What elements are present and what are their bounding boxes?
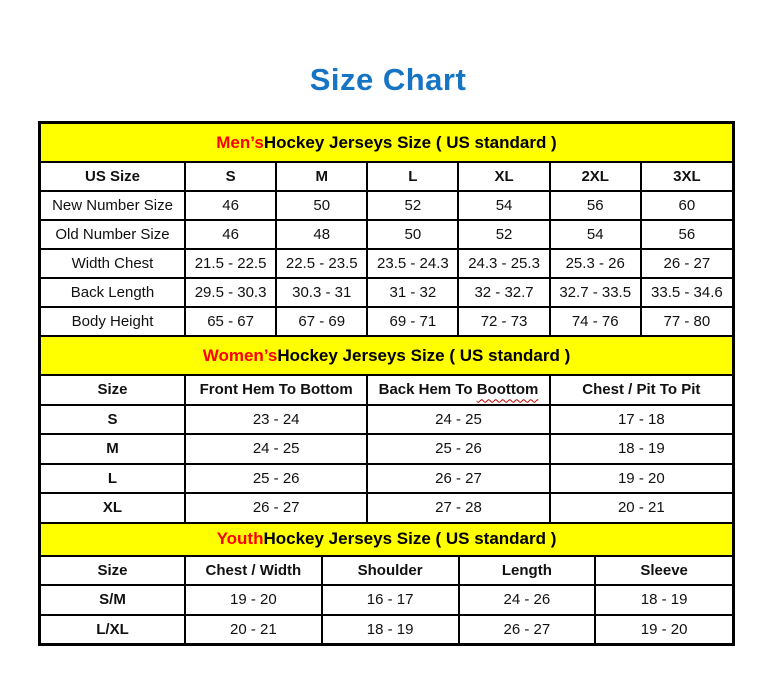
row-label: Body Height: [41, 307, 185, 335]
table-cell: 72 - 73: [458, 307, 549, 335]
column-header: Size: [41, 376, 185, 405]
table-cell: 48: [276, 220, 367, 249]
table-cell: 46: [185, 220, 276, 249]
womens-size-table: [41, 376, 732, 522]
misspelled-word-squiggle: Boottom: [476, 381, 539, 399]
table-row: [41, 585, 732, 615]
table-cell: 23.5 - 24.3: [367, 249, 458, 278]
row-label: S/M: [41, 585, 185, 615]
column-header: Size: [41, 557, 185, 586]
table-row: [41, 220, 732, 249]
table-row: [41, 615, 732, 644]
column-header: Shoulder: [322, 557, 459, 586]
section-header-mens: [41, 124, 732, 163]
table-cell: 18 - 19: [595, 585, 732, 615]
row-label: XL: [41, 493, 185, 522]
table-row: [41, 249, 732, 278]
table-cell: 54: [458, 191, 549, 220]
table-cell: 23 - 24: [185, 405, 367, 435]
table-cell: 17 - 18: [550, 405, 732, 435]
table-cell: 22.5 - 23.5: [276, 249, 367, 278]
table-cell: 46: [185, 191, 276, 220]
column-header: 3XL: [641, 163, 732, 191]
row-label: S: [41, 405, 185, 435]
section-header-youth-accent: Youth: [216, 529, 264, 548]
table-cell: 16 - 17: [322, 585, 459, 615]
table-cell: 54: [550, 220, 641, 249]
row-label: M: [41, 434, 185, 464]
table-cell: 27 - 28: [367, 493, 549, 522]
table-cell: 69 - 71: [367, 307, 458, 335]
table-cell: 52: [458, 220, 549, 249]
row-label: Back Length: [41, 278, 185, 307]
table-cell: 24 - 25: [185, 434, 367, 464]
size-chart-table-group: [38, 121, 735, 646]
row-label: L: [41, 464, 185, 494]
column-header: US Size: [41, 163, 185, 191]
table-cell: 24.3 - 25.3: [458, 249, 549, 278]
table-cell: 60: [641, 191, 732, 220]
table-cell: 20 - 21: [550, 493, 732, 522]
table-row: [41, 307, 732, 335]
table-cell: 67 - 69: [276, 307, 367, 335]
section-header-mens-rest: Hockey Jerseys Size ( US standard ): [263, 132, 557, 152]
section-header-youth-rest: Hockey Jerseys Size ( US standard ): [263, 529, 557, 548]
table-cell: 26 - 27: [185, 493, 367, 522]
table-cell: 30.3 - 31: [276, 278, 367, 307]
table-row: [41, 464, 732, 494]
table-cell: 19 - 20: [550, 464, 732, 494]
row-label: Old Number Size: [41, 220, 185, 249]
table-cell: 74 - 76: [550, 307, 641, 335]
table-cell: 50: [367, 220, 458, 249]
youth-header-row: [41, 557, 732, 586]
table-cell: 18 - 19: [322, 615, 459, 644]
column-header: Chest / Pit To Pit: [550, 376, 732, 405]
table-cell: 33.5 - 34.6: [641, 278, 732, 307]
table-row: [41, 405, 732, 435]
table-cell: 26 - 27: [641, 249, 732, 278]
table-cell: 31 - 32: [367, 278, 458, 307]
section-header-youth: [41, 522, 732, 557]
row-label: L/XL: [41, 615, 185, 644]
table-cell: 19 - 20: [185, 585, 322, 615]
mens-size-table: [41, 163, 732, 335]
table-cell: 19 - 20: [595, 615, 732, 644]
table-cell: 77 - 80: [641, 307, 732, 335]
table-cell: 50: [276, 191, 367, 220]
table-cell: 32.7 - 33.5: [550, 278, 641, 307]
column-header: M: [276, 163, 367, 191]
page-title: Size Chart: [309, 62, 467, 97]
column-header: Front Hem To Bottom: [185, 376, 367, 405]
column-header: Sleeve: [595, 557, 732, 586]
mens-header-row: [41, 163, 732, 191]
table-cell: 25.3 - 26: [550, 249, 641, 278]
table-cell: 32 - 32.7: [458, 278, 549, 307]
row-label: Width Chest: [41, 249, 185, 278]
table-cell: 25 - 26: [185, 464, 367, 494]
table-cell: 65 - 67: [185, 307, 276, 335]
section-header-womens-accent: Women’s: [202, 345, 278, 365]
table-cell: 56: [550, 191, 641, 220]
table-cell: 20 - 21: [185, 615, 322, 644]
column-header-misspelled: [367, 376, 549, 405]
youth-size-table: [41, 557, 732, 644]
table-cell: 21.5 - 22.5: [185, 249, 276, 278]
table-cell: 24 - 25: [367, 405, 549, 435]
table-cell: 26 - 27: [367, 464, 549, 494]
table-cell: 18 - 19: [550, 434, 732, 464]
table-cell: 24 - 26: [459, 585, 596, 615]
column-header: L: [367, 163, 458, 191]
table-row: [41, 191, 732, 220]
table-row: [41, 278, 732, 307]
table-cell: 26 - 27: [459, 615, 596, 644]
section-header-womens: [41, 335, 732, 376]
column-header: Chest / Width: [185, 557, 322, 586]
column-header: 2XL: [550, 163, 641, 191]
section-header-mens-accent: Men’s: [216, 132, 264, 152]
table-cell: 25 - 26: [367, 434, 549, 464]
section-header-womens-rest: Hockey Jerseys Size ( US standard ): [277, 345, 571, 365]
table-row: [41, 493, 732, 522]
table-cell: 56: [641, 220, 732, 249]
column-header: XL: [458, 163, 549, 191]
row-label: New Number Size: [41, 191, 185, 220]
womens-header-row: [41, 376, 732, 405]
column-header: S: [185, 163, 276, 191]
column-header-text: Back Hem To: [378, 381, 477, 399]
table-row: [41, 434, 732, 464]
table-cell: 52: [367, 191, 458, 220]
column-header: Length: [459, 557, 596, 586]
table-cell: 29.5 - 30.3: [185, 278, 276, 307]
